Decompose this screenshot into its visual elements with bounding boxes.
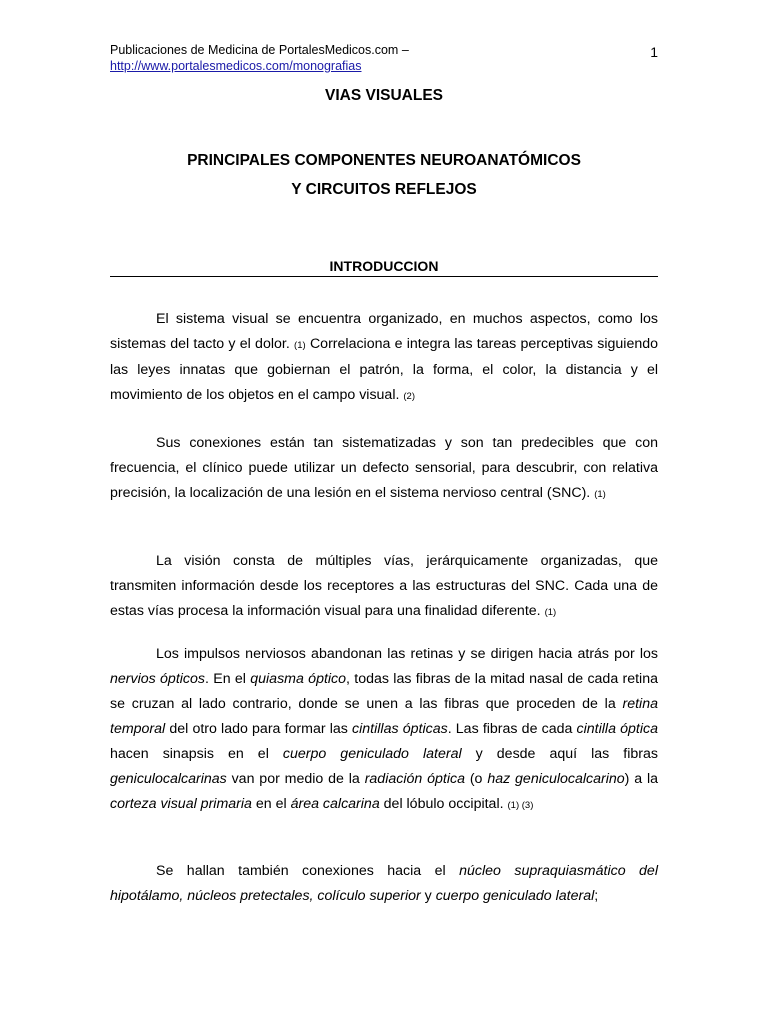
p1-text-b: Correlaciona e integra las tareas perceptivas siguiendo las leyes innatas que gobiernan el patrón, la forma, el color, la distancia y el movimiento de los objetos en el campo visual. bbox=[110, 336, 659, 403]
p4-term: geniculocalcarinas bbox=[110, 771, 227, 787]
p4-text: . Las fibras de cada bbox=[447, 721, 577, 737]
p2-text-a: Sus conexiones están tan sistematizadas y son tan predecibles que con frecuencia, el clínico puede utilizar un defecto sensorial, para descubrir, con relativa precisión, la localización de una lesión en el sistema nervioso central (SNC). bbox=[110, 435, 658, 501]
p4-term: cuerpo geniculado lateral bbox=[282, 746, 462, 762]
p5-text: Se hallan también conexiones hacia el bbox=[156, 863, 460, 879]
p4-term: nervios ópticos bbox=[110, 671, 205, 687]
reference-marker: (1) bbox=[594, 489, 606, 500]
document-title: VIAS VISUALES bbox=[325, 87, 443, 104]
section-heading: INTRODUCCION bbox=[329, 258, 439, 274]
p4-text: van por medio de la bbox=[226, 771, 365, 787]
paragraph-3 bbox=[110, 549, 658, 625]
p4-text: hacen sinapsis en el bbox=[110, 746, 283, 762]
page-header bbox=[110, 42, 658, 74]
document-subtitle bbox=[110, 146, 658, 204]
reference-marker: (1) bbox=[294, 340, 306, 351]
p4-term: haz geniculocalcarino bbox=[487, 771, 625, 787]
reference-marker: (1) (3) bbox=[507, 800, 534, 811]
page-number: 1 bbox=[650, 44, 658, 60]
reference-marker: (2) bbox=[403, 391, 415, 402]
p4-text: (o bbox=[464, 771, 488, 787]
p4-text: ) a la bbox=[624, 771, 659, 787]
p4-term: retina temporal bbox=[110, 696, 658, 737]
p4-text: en el bbox=[251, 796, 291, 812]
p1-text-a: El sistema visual se encuentra organizado, en muchos aspectos, como los sistemas del tacto y el dolor. bbox=[110, 311, 658, 352]
p4-term: cintillas ópticas bbox=[352, 721, 448, 737]
subtitle-line-2: Y CIRCUITOS REFLEJOS bbox=[291, 181, 477, 198]
p4-term: área calcarina bbox=[290, 796, 380, 812]
paragraph-1 bbox=[110, 307, 658, 409]
p5-term: núcleo supraquiasmático del hipotálamo, núcleos pretectales, colículo superior bbox=[110, 863, 658, 904]
p5-term: cuerpo geniculado lateral bbox=[435, 888, 595, 904]
p4-text: , todas las fibras de la mitad nasal de cada retina se cruzan al lado contrario, donde se unen a las fibras que proceden de la bbox=[110, 671, 658, 712]
p4-text: y desde aquí las fibras bbox=[461, 746, 658, 762]
p4-term: radiación óptica bbox=[364, 771, 465, 787]
p4-term: quiasma óptico bbox=[250, 671, 347, 687]
p4-term: cintilla óptica bbox=[576, 721, 658, 737]
p5-text: ; bbox=[594, 888, 599, 904]
paragraph-2 bbox=[110, 431, 658, 507]
p4-text: . En el bbox=[205, 671, 251, 687]
publication-name: Publicaciones de Medicina de PortalesMedicos.com – bbox=[110, 43, 409, 57]
reference-marker: (1) bbox=[544, 607, 557, 618]
subtitle-line-1: PRINCIPALES COMPONENTES NEUROANATÓMICOS bbox=[187, 152, 581, 169]
p4-text: del otro lado para formar las bbox=[165, 721, 353, 737]
p4-term: corteza visual primaria bbox=[110, 796, 252, 812]
paragraph-4 bbox=[110, 642, 658, 818]
paragraph-5 bbox=[110, 859, 658, 909]
section-divider bbox=[110, 276, 658, 277]
publication-link[interactable]: http://www.portalesmedicos.com/monografias bbox=[110, 59, 362, 73]
p5-text: y bbox=[420, 888, 436, 904]
p4-text: Los impulsos nerviosos abandonan las retinas y se dirigen hacia atrás por los bbox=[156, 646, 658, 662]
p4-text: del lóbulo occipital. bbox=[379, 796, 504, 812]
p3-text-a: La visión consta de múltiples vías, jerárquicamente organizadas, que transmiten información desde los receptores a las estructuras del SNC. Cada una de estas vías procesa la información visual para una finalidad diferente. bbox=[110, 553, 658, 619]
